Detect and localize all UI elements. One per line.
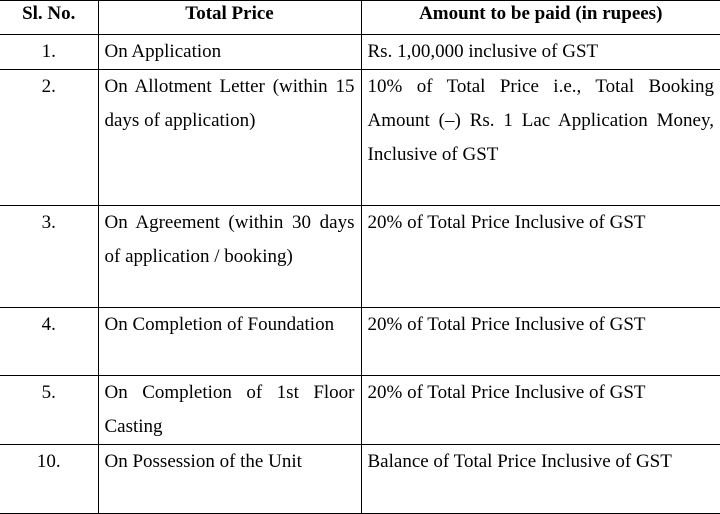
row-amount: 20% of Total Price Inclusive of GST (361, 376, 720, 445)
row-sl-no: 10. (0, 445, 98, 514)
table-row (0, 376, 720, 445)
header-amount: Amount to be paid (in rupees) (361, 1, 720, 35)
table-row (0, 308, 720, 376)
row-stage: On Possession of the Unit (98, 445, 361, 514)
row-sl-no: 1. (0, 35, 98, 70)
header-sl-no: Sl. No. (0, 1, 98, 35)
row-stage: On Agreement (within 30 days of application / booking) (98, 206, 361, 308)
row-stage: On Allotment Letter (within 15 days of application) (98, 70, 361, 206)
row-sl-no: 4. (0, 308, 98, 376)
row-amount: Rs. 1,00,000 inclusive of GST (361, 35, 720, 70)
row-sl-no: 5. (0, 376, 98, 445)
row-stage: On Application (98, 35, 361, 70)
row-amount: 20% of Total Price Inclusive of GST (361, 308, 720, 376)
header-total-price: Total Price (98, 1, 361, 35)
table-row (0, 445, 720, 514)
row-amount: 10% of Total Price i.e., Total Booking Amount (–) Rs. 1 Lac Application Money, Inclusive of GST (361, 70, 720, 206)
row-sl-no: 3. (0, 206, 98, 308)
table-row (0, 70, 720, 206)
row-stage: On Completion of 1st Floor Casting (98, 376, 361, 445)
table-row (0, 206, 720, 308)
row-amount: Balance of Total Price Inclusive of GST (361, 445, 720, 514)
row-amount: 20% of Total Price Inclusive of GST (361, 206, 720, 308)
row-stage: On Completion of Foundation (98, 308, 361, 376)
row-sl-no: 2. (0, 70, 98, 206)
table-row (0, 35, 720, 70)
table-header-row (0, 1, 720, 35)
